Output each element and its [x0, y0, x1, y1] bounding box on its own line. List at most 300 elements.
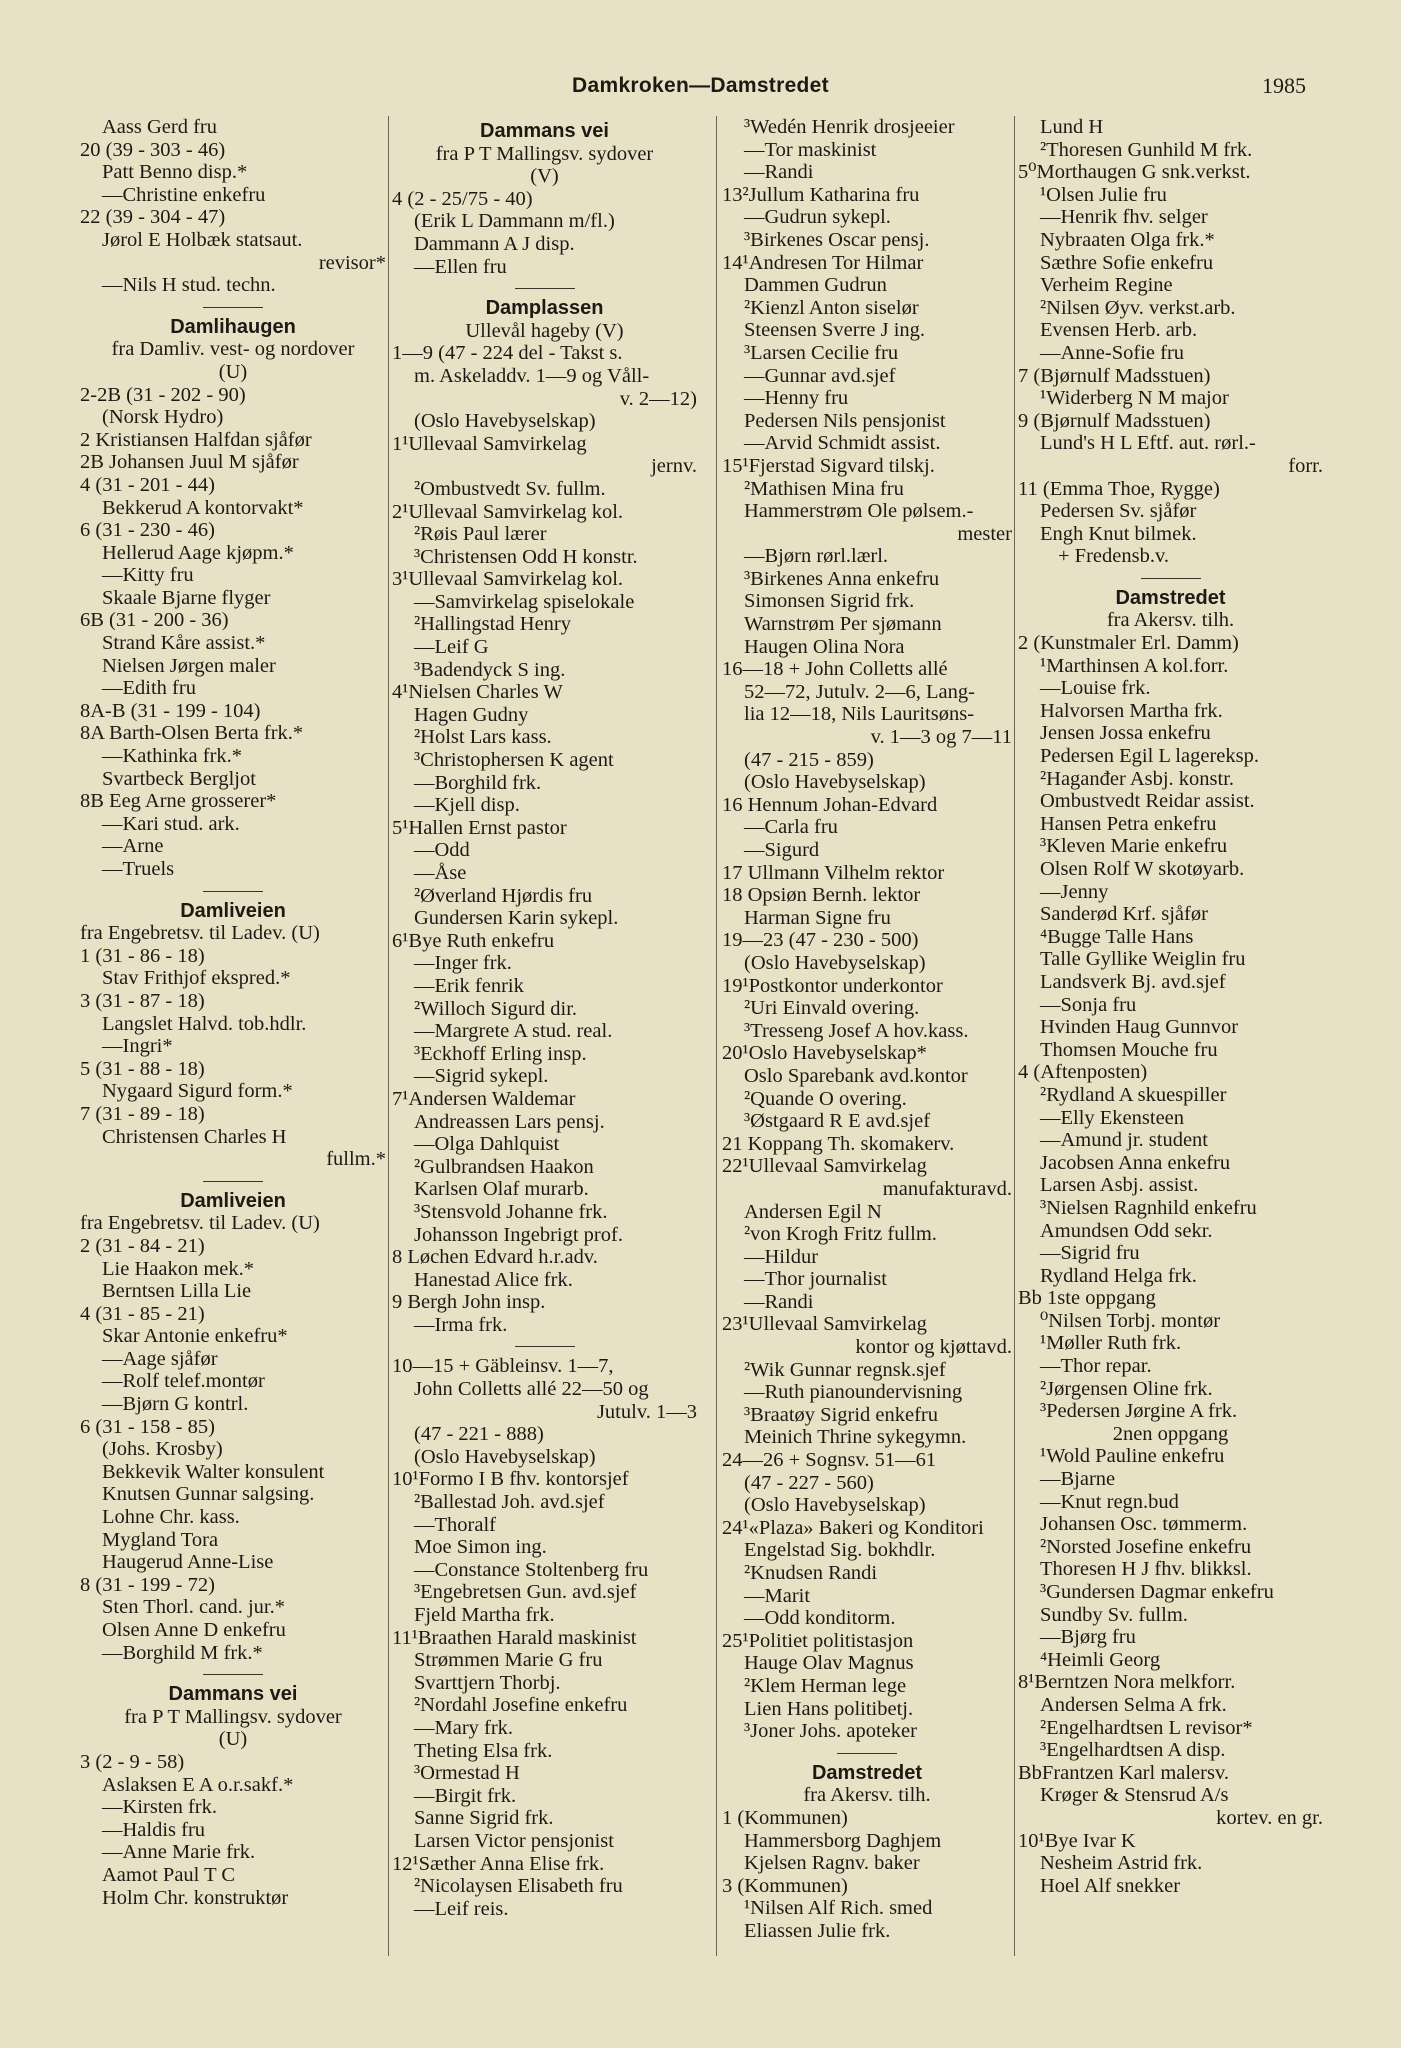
directory-line: ³Christophersen K agent — [414, 749, 614, 772]
directory-line: Johansson Ingebrigt prof. — [414, 1223, 623, 1246]
directory-line: Thomsen Mouche fru — [1040, 1038, 1218, 1061]
directory-line: —Sigrid fru — [1040, 1242, 1140, 1265]
directory-line: Strømmen Marie G fru — [414, 1649, 603, 1672]
section-separator — [515, 288, 575, 289]
directory-line: ²Ballestad Joh. avd.sjef — [414, 1491, 605, 1514]
directory-line: 9 Bergh John insp. — [392, 1291, 546, 1314]
directory-line: Haugen Olina Nora — [744, 635, 905, 658]
directory-line: ³Braatøy Sigrid enkefru — [744, 1403, 939, 1426]
directory-line: Johansen Osc. tømmerm. — [1040, 1513, 1248, 1536]
directory-line: Strand Kåre assist.* — [102, 632, 266, 655]
directory-line: 11 (Emma Thoe, Rygge) — [1018, 477, 1220, 500]
directory-line: fra Akersv. tilh. — [803, 1784, 931, 1807]
directory-line: —Kitty fru — [102, 564, 194, 587]
directory-line: Christensen Charles H — [102, 1125, 287, 1148]
directory-line: ²Holst Lars kass. — [414, 726, 552, 749]
directory-line: —Elly Ekensteen — [1040, 1106, 1185, 1129]
directory-line: —Knut regn.bud — [1040, 1490, 1179, 1513]
directory-line: 7 (Bjørnulf Madsstuen) — [1018, 364, 1211, 387]
directory-line: —Constance Stoltenberg fru — [414, 1558, 649, 1581]
directory-line: —Aage sjåfør — [102, 1347, 218, 1370]
directory-line: —Kjell disp. — [414, 794, 520, 817]
directory-line: —Hildur — [744, 1245, 819, 1268]
column-divider — [388, 116, 389, 1956]
directory-line: ²Jørgensen Oline frk. — [1040, 1377, 1213, 1400]
directory-line: —Randi — [744, 1290, 814, 1313]
directory-line: fra Akersv. tilh. — [1106, 609, 1235, 632]
directory-line: ⁰Nilsen Torbj. montør — [1040, 1309, 1221, 1332]
directory-line: Harman Signe fru — [744, 906, 891, 929]
directory-line: 2 (Kunstmaler Erl. Damm) — [1018, 632, 1239, 655]
directory-line: fra Damliv. vest- og nordover — [111, 338, 355, 361]
directory-line: —Nils H stud. techn. — [102, 274, 276, 297]
directory-line: 5⁰Morthaugen G snk.verkst. — [1018, 161, 1251, 184]
directory-line: ³Nielsen Ragnhild enkefru — [1040, 1196, 1257, 1219]
directory-line: Eliassen Julie frk. — [744, 1919, 891, 1942]
directory-line: Ombustvedt Reidar assist. — [1040, 790, 1255, 813]
directory-line: 2-2B (31 - 202 - 90) — [80, 383, 246, 406]
directory-line: —Ellen fru — [414, 255, 507, 278]
directory-line: ¹Wold Pauline enkefru — [1040, 1445, 1225, 1468]
directory-line: Haugerud Anne-Lise — [102, 1551, 274, 1574]
directory-line: Nygaard Sigurd form.* — [102, 1080, 293, 1103]
directory-line: —Thor journalist — [744, 1268, 887, 1291]
directory-line: Talle Gyllike Weiglin fru — [1040, 948, 1246, 971]
directory-line: (V) — [530, 165, 559, 188]
directory-line: 2 (31 - 84 - 21) — [80, 1234, 205, 1257]
page-header-title: Damkroken—Damstredet — [572, 74, 829, 97]
directory-line: 5 (31 - 88 - 18) — [80, 1057, 205, 1080]
section-separator — [1141, 578, 1201, 579]
directory-line: —Sonja fru — [1040, 993, 1137, 1016]
directory-line: Lien Hans politibetj. — [744, 1697, 914, 1720]
directory-line: 3 (Kommunen) — [722, 1874, 848, 1897]
directory-line: 14¹Andresen Tor Hilmar — [722, 251, 924, 274]
directory-line: 21 Koppang Th. skomakerv. — [722, 1132, 955, 1155]
directory-line: —Mary frk. — [414, 1716, 514, 1739]
directory-column-1 — [80, 116, 386, 1996]
directory-line: ¹Møller Ruth frk. — [1040, 1332, 1182, 1355]
directory-line: Bb 1ste oppgang — [1018, 1287, 1156, 1310]
directory-line: ²Uri Einvald overing. — [744, 997, 920, 1020]
directory-line: Larsen Victor pensjonist — [414, 1829, 614, 1852]
directory-line: —Sigurd — [744, 839, 820, 861]
directory-line: Karlsen Olaf murarb. — [414, 1178, 589, 1201]
directory-line: —Irma frk. — [414, 1313, 508, 1336]
directory-line: Engelstad Sig. bokhdlr. — [744, 1539, 936, 1562]
directory-line: Hanestad Alice frk. — [414, 1268, 573, 1291]
directory-line: ²Quande O overing. — [744, 1087, 907, 1110]
directory-line: + Fredensb.v. — [1058, 545, 1170, 568]
directory-line: BbFrantzen Karl malersv. — [1018, 1761, 1230, 1784]
directory-line: —Kathinka frk.* — [102, 745, 243, 768]
directory-line: ²Wik Gunnar regnsk.sjef — [744, 1358, 946, 1381]
directory-line: 9 (Bjørnulf Madsstuen) — [1018, 409, 1211, 432]
directory-line: Steensen Sverre J ing. — [744, 319, 926, 342]
directory-line: Sanderød Krf. sjåfør — [1040, 903, 1208, 926]
directory-line: 2¹Ullevaal Samvirkelag kol. — [392, 500, 624, 523]
directory-line: ²Thoresen Gunhild M frk. — [1040, 138, 1253, 161]
directory-line: Evensen Herb. arb. — [1040, 319, 1198, 342]
street-heading: Damstredet — [811, 1761, 923, 1784]
directory-line: Aamot Paul T C — [102, 1863, 236, 1886]
directory-line: (Oslo Havebyselskap) — [744, 771, 926, 794]
directory-line: 16—18 + John Colletts allé — [722, 658, 948, 681]
directory-line: lia 12—18, Nils Lauritsøns- — [744, 703, 975, 726]
directory-line: 4 (2 - 25/75 - 40) — [392, 187, 533, 210]
directory-line: fra Engebretsv. til Ladev. (U) — [80, 1212, 320, 1235]
directory-line: 2nen oppgang — [1112, 1422, 1229, 1445]
directory-line: —Bjarne — [1040, 1468, 1116, 1491]
directory-line: Oslo Sparebank avd.kontor — [744, 1064, 968, 1087]
directory-line: —Sigrid sykepl. — [414, 1065, 549, 1088]
directory-line: —Gudrun sykepl. — [744, 206, 891, 229]
directory-line: Hellerud Aage kjøpm.* — [102, 541, 294, 564]
directory-line: Holm Chr. konstruktør — [102, 1886, 289, 1909]
directory-line: —Erik fenrik — [414, 974, 524, 997]
directory-line: 10—15 + Gäbleinsv. 1—7, — [392, 1355, 614, 1378]
directory-line: (47 - 215 - 859) — [744, 748, 874, 771]
directory-line: (Oslo Havebyselskap) — [744, 951, 926, 974]
directory-line: 3 (31 - 87 - 18) — [80, 989, 205, 1012]
directory-line: 24—26 + Sognsv. 51—61 — [722, 1449, 937, 1472]
directory-line: —Kirsten frk. — [102, 1796, 218, 1819]
section-separator — [203, 1181, 263, 1182]
directory-line: 12¹Sæther Anna Elise frk. — [392, 1852, 605, 1875]
directory-line: Amundsen Odd sekr. — [1040, 1219, 1213, 1242]
directory-line: ²Hallingstad Henry — [414, 613, 572, 636]
directory-line: ³Badendyck S ing. — [414, 658, 566, 681]
directory-line: 15¹Fjerstad Sigvard tilskj. — [722, 454, 935, 477]
directory-line: (Oslo Havebyselskap) — [414, 1445, 596, 1468]
directory-line: Fjeld Martha frk. — [414, 1604, 555, 1626]
directory-line: ²Gulbrandsen Haakon — [414, 1155, 594, 1178]
directory-column-3 — [722, 116, 1012, 1996]
directory-line: (Johs. Krosby) — [102, 1438, 223, 1461]
section-separator — [515, 1346, 575, 1347]
directory-line: 10¹Formo I B fhv. kontorsjef — [392, 1468, 629, 1491]
directory-line: 23¹Ullevaal Samvirkelag — [722, 1313, 927, 1336]
directory-line: —Henrik fhv. selger — [1040, 206, 1208, 229]
directory-line: Sæthre Sofie enkefru — [1040, 251, 1214, 274]
directory-line: ¹Marthinsen A kol.forr. — [1040, 654, 1229, 677]
directory-line: Bekkevik Walter konsulent — [102, 1460, 325, 1483]
directory-line: Nybraaten Olga frk.* — [1040, 228, 1215, 251]
directory-line: —Ingri* — [102, 1035, 173, 1058]
directory-line: —Rolf telef.montør — [102, 1370, 265, 1393]
directory-line: —Anne-Sofie fru — [1040, 341, 1185, 364]
directory-line: ³Birkenes Oscar pensj. — [744, 228, 930, 251]
directory-line: —Jenny — [1040, 880, 1109, 903]
directory-line: Aass Gerd fru — [102, 116, 217, 138]
directory-line: revisor* — [318, 251, 386, 274]
directory-line: 4 (Aftenposten) — [1018, 1061, 1148, 1084]
directory-line: 7 (31 - 89 - 18) — [80, 1102, 205, 1125]
directory-line: Langslet Halvd. tob.hdlr. — [102, 1012, 307, 1035]
directory-line: 19¹Postkontor underkontor — [722, 974, 943, 997]
directory-line: —Truels — [102, 858, 175, 880]
directory-line: 8A-B (31 - 199 - 104) — [80, 699, 261, 722]
directory-line: kortev. en gr. — [1216, 1806, 1323, 1829]
street-heading: Damlihaugen — [170, 315, 296, 338]
directory-line: ³Ormestad H — [414, 1762, 520, 1785]
directory-line: 25¹Politiet politistasjon — [722, 1629, 914, 1652]
directory-line: 8¹Berntzen Nora melkforr. — [1018, 1671, 1236, 1694]
directory-line: (U) — [218, 360, 248, 383]
directory-line: 10¹Bye Ivar K — [1018, 1829, 1136, 1852]
directory-line: ²Røis Paul lærer — [414, 523, 547, 546]
directory-line: —Gunnar avd.sjef — [744, 364, 896, 387]
directory-line: 24¹«Plaza» Bakeri og Konditori — [722, 1516, 984, 1539]
directory-line: ²Nicolaysen Elisabeth fru — [414, 1875, 623, 1898]
directory-line: Kjelsen Ragnv. baker — [744, 1852, 920, 1875]
directory-line: Pedersen Nils pensjonist — [744, 409, 946, 432]
directory-line: —Tor maskinist — [744, 138, 877, 161]
directory-line: —Olga Dahlquist — [414, 1133, 560, 1156]
directory-line: ²Nordahl Josefine enkefru — [414, 1694, 628, 1717]
directory-line: 8 Løchen Edvard h.r.adv. — [392, 1246, 598, 1269]
directory-line: Andersen Egil N — [744, 1200, 882, 1223]
directory-line: —Odd — [414, 839, 470, 862]
directory-line: —Bjørn rørl.lærl. — [744, 545, 889, 568]
directory-line: Lohne Chr. kass. — [102, 1506, 240, 1529]
directory-line: 5¹Hallen Ernst pastor — [392, 816, 567, 839]
directory-line: Hauge Olav Magnus — [744, 1652, 914, 1675]
directory-line: Skaale Bjarne flyger — [102, 586, 271, 609]
directory-line: Landsverk Bj. avd.sjef — [1040, 970, 1226, 993]
directory-line: Larsen Asbj. assist. — [1040, 1174, 1199, 1197]
directory-line: jernv. — [651, 455, 697, 478]
street-heading: Damliveien — [180, 899, 286, 922]
directory-line: Gundersen Karin sykepl. — [414, 907, 619, 930]
directory-line: 4 (31 - 201 - 44) — [80, 473, 215, 496]
directory-line: (Oslo Havebyselskap) — [744, 1494, 926, 1517]
directory-line: ²Haganđer Asbj. konstr. — [1040, 767, 1235, 790]
directory-line: Mygland Tora — [102, 1528, 219, 1551]
directory-line: 6 (31 - 230 - 46) — [80, 519, 215, 542]
directory-line: 1 (31 - 86 - 18) — [80, 944, 205, 967]
directory-column-2 — [392, 116, 697, 1996]
directory-line: ³Larsen Cecilie fru — [744, 341, 899, 364]
directory-line: Hammersborg Daghjem — [744, 1829, 942, 1852]
directory-line: ²Mathisen Mina fru — [744, 477, 904, 500]
directory-line: —Arne — [102, 835, 164, 858]
street-heading: Damliveien — [180, 1189, 286, 1212]
directory-line: ¹Widerberg N M major — [1040, 387, 1229, 410]
directory-line: Andreassen Lars pensj. — [414, 1110, 605, 1133]
directory-line: 22 (39 - 304 - 47) — [80, 206, 226, 229]
directory-line: —Haldis fru — [102, 1818, 206, 1841]
directory-line: Patt Benno disp.* — [102, 161, 248, 184]
directory-line: 6 (31 - 158 - 85) — [80, 1415, 215, 1438]
directory-line: —Edith fru — [102, 677, 196, 700]
directory-line: Halvorsen Martha frk. — [1040, 699, 1223, 722]
directory-line: 1 (Kommunen) — [722, 1806, 848, 1829]
directory-line: Lund H — [1040, 116, 1104, 138]
directory-line: Simonsen Sigrid frk. — [744, 590, 915, 613]
directory-line: —Leif G — [414, 636, 489, 659]
directory-line: —Thor repar. — [1040, 1355, 1152, 1378]
directory-line: —Marit — [744, 1584, 811, 1607]
directory-line: Krøger & Stensrud A/s — [1040, 1784, 1229, 1807]
directory-line: ³Engelhardtsen A disp. — [1040, 1739, 1226, 1762]
directory-line: Andersen Selma A frk. — [1040, 1693, 1227, 1716]
directory-line: John Colletts allé 22—50 og — [414, 1378, 649, 1401]
directory-line: —Kari stud. ark. — [102, 812, 240, 835]
directory-line: Sanne Sigrid frk. — [414, 1807, 554, 1830]
directory-line: Hoel Alf snekker — [1040, 1874, 1181, 1897]
directory-line: Dammen Gudrun — [744, 274, 887, 297]
directory-line: 4¹Nielsen Charles W — [392, 681, 563, 704]
directory-line: Svarttjern Thorbj. — [414, 1671, 561, 1694]
directory-line: Berntsen Lilla Lie — [102, 1280, 252, 1303]
directory-line: ³Tresseng Josef A hov.kass. — [744, 1019, 969, 1042]
directory-line: Lund's H L Eftf. aut. rørl.- — [1040, 432, 1256, 455]
directory-line: 18 Opsiøn Bernh. lektor — [722, 884, 921, 907]
directory-line: 3¹Ullevaal Samvirkelag kol. — [392, 568, 624, 591]
directory-line: Knutsen Gunnar salgsing. — [102, 1483, 315, 1506]
directory-line: 7¹Andersen Waldemar — [392, 1087, 576, 1110]
directory-line: Jensen Jossa enkefru — [1040, 722, 1211, 745]
directory-line: Nielsen Jørgen maler — [102, 654, 276, 677]
page-number: 1985 — [1262, 73, 1306, 98]
directory-line: 8B Eeg Arne grosserer* — [80, 790, 277, 813]
directory-line: —Bjørn G kontrl. — [102, 1393, 249, 1416]
directory-line: Stav Frithjof ekspred.* — [102, 967, 291, 990]
directory-line: ³Østgaard R E avd.sjef — [744, 1110, 931, 1133]
directory-line: ²von Krogh Fritz fullm. — [744, 1223, 937, 1246]
directory-line: Pedersen Egil L lagereksp. — [1040, 745, 1259, 768]
directory-line: Bekkerud A kontorvakt* — [102, 496, 304, 519]
directory-line: 11¹Braathen Harald maskinist — [392, 1626, 637, 1649]
directory-line: (Erik L Dammann m/fl.) — [414, 210, 615, 233]
directory-line: ³Gundersen Dagmar enkefru — [1040, 1581, 1274, 1603]
directory-line: ²Willoch Sigurd dir. — [414, 997, 578, 1020]
directory-line: —Inger frk. — [414, 952, 512, 975]
directory-line: —Odd konditorm. — [744, 1607, 896, 1630]
directory-line: ²Ombustvedt Sv. fullm. — [414, 477, 606, 500]
directory-line: fra Engebretsv. til Ladev. (U) — [80, 922, 320, 945]
directory-line: —Borghild M frk.* — [102, 1641, 263, 1664]
directory-line: Rydland Helga frk. — [1040, 1264, 1197, 1287]
directory-line: ²Norsted Josefine enkefru — [1040, 1535, 1252, 1558]
directory-line: —Amund jr. student — [1040, 1129, 1208, 1152]
directory-column-4 — [1018, 116, 1323, 1996]
directory-line: ²Kienzl Anton siselør — [744, 296, 919, 319]
directory-line: (Norsk Hydro) — [102, 406, 224, 429]
section-separator — [203, 1674, 263, 1675]
directory-line: Nesheim Astrid frk. — [1040, 1852, 1203, 1875]
section-separator — [203, 307, 263, 308]
directory-line: Meinich Thrine sykegymn. — [744, 1426, 967, 1449]
directory-line: —Randi — [744, 161, 814, 184]
directory-line: 52—72, Jutulv. 2—6, Lang- — [744, 680, 975, 703]
street-heading: Dammans vei — [168, 1683, 298, 1706]
street-heading: Damstredet — [1115, 586, 1226, 609]
directory-line: ³Kleven Marie enkefru — [1040, 835, 1228, 858]
directory-line: 2 Kristiansen Halfdan sjåfør — [80, 428, 312, 451]
directory-line: 2B Johansen Juul M sjåfør — [80, 451, 299, 474]
directory-line: 19—23 (47 - 230 - 500) — [722, 929, 919, 952]
directory-line: ²Klem Herman lege — [744, 1674, 907, 1697]
directory-line: —Leif reis. — [414, 1897, 509, 1920]
directory-line: (47 - 227 - 560) — [744, 1471, 874, 1494]
directory-line: —Borghild frk. — [414, 771, 542, 794]
directory-line: 6¹Bye Ruth enkefru — [392, 929, 555, 952]
directory-line: 13²Jullum Katharina fru — [722, 183, 920, 206]
directory-line: 4 (31 - 85 - 21) — [80, 1302, 205, 1325]
directory-line: 22¹Ullevaal Samvirkelag — [722, 1155, 927, 1178]
directory-line: Verheim Regine — [1040, 274, 1173, 297]
directory-line: —Samvirkelag spiselokale — [414, 590, 635, 613]
directory-line: v. 2—12) — [619, 387, 697, 410]
directory-line: ³Stensvold Johanne frk. — [414, 1200, 608, 1223]
directory-line: Theting Elsa frk. — [414, 1739, 553, 1762]
directory-line: Warnstrøm Per sjømann — [744, 613, 942, 636]
street-heading: Damplassen — [485, 297, 604, 320]
directory-line: Svartbeck Bergljot — [102, 767, 256, 790]
directory-line: Hammerstrøm Ole pølsem.- — [744, 500, 974, 523]
directory-line: (Oslo Havebyselskap) — [414, 410, 596, 433]
directory-line: (47 - 221 - 888) — [414, 1423, 544, 1446]
directory-line: 8A Barth-Olsen Berta frk.* — [80, 722, 304, 745]
directory-line: ³Birkenes Anna enkefru — [744, 567, 940, 590]
column-divider — [716, 116, 717, 1956]
directory-line: Aslaksen E A o.r.sakf.* — [102, 1773, 294, 1796]
directory-line: mester — [957, 522, 1012, 545]
section-separator — [203, 891, 263, 892]
directory-line: Engh Knut bilmek. — [1040, 522, 1197, 545]
directory-line: Hvinden Haug Gunnvor — [1040, 1016, 1239, 1039]
directory-line: Dammann A J disp. — [414, 232, 575, 255]
directory-line: ²Øverland Hjørdis fru — [414, 884, 593, 907]
directory-line: Pedersen Sv. sjåfør — [1040, 500, 1197, 523]
directory-line: Jørol E Holbæk statsaut. — [102, 228, 303, 251]
directory-line: —Thoralf — [414, 1513, 496, 1536]
directory-line: —Ruth pianoundervisning — [744, 1381, 963, 1404]
directory-line: 20 (39 - 303 - 46) — [80, 138, 226, 161]
directory-line: ³Engebretsen Gun. avd.sjef — [414, 1581, 637, 1604]
directory-line: Sundby Sv. fullm. — [1040, 1603, 1188, 1626]
directory-line: 17 Ullmann Vilhelm rektor — [722, 861, 945, 884]
directory-line: —Louise frk. — [1040, 677, 1151, 700]
directory-line: ³Wedén Henrik drosjeeier — [744, 116, 955, 138]
directory-line: Skar Antonie enkefru* — [102, 1325, 288, 1348]
directory-line: —Christine enkefru — [102, 183, 266, 206]
directory-line: —Anne Marie frk. — [102, 1841, 256, 1864]
section-separator — [837, 1753, 897, 1754]
directory-line: Hansen Petra enkefru — [1040, 812, 1217, 835]
street-heading: Dammans vei — [480, 120, 609, 142]
directory-line: ³Eckhoff Erling insp. — [414, 1042, 587, 1065]
directory-line: —Margrete A stud. real. — [414, 1020, 613, 1043]
directory-line: fra P T Mallingsv. sydover — [124, 1705, 342, 1728]
directory-line: Hagen Gudny — [414, 703, 529, 726]
directory-line: Thoresen H J fhv. blikksl. — [1040, 1558, 1252, 1581]
directory-line: forr. — [1288, 454, 1323, 477]
directory-line: manufakturavd. — [882, 1177, 1012, 1200]
directory-line: —Åse — [414, 862, 467, 884]
column-divider — [1014, 116, 1015, 1956]
directory-line: 8 (31 - 199 - 72) — [80, 1573, 215, 1596]
directory-line: Olsen Anne D enkefru — [102, 1619, 286, 1641]
directory-line: ¹Nilsen Alf Rich. smed — [744, 1897, 933, 1920]
directory-line: Sten Thorl. cand. jur.* — [102, 1596, 285, 1619]
directory-line: ³Joner Johs. apoteker — [744, 1720, 917, 1743]
directory-line: Lie Haakon mek.* — [102, 1257, 254, 1280]
directory-line: fullm.* — [326, 1148, 386, 1171]
directory-line: ⁴Bugge Talle Hans — [1040, 925, 1194, 948]
